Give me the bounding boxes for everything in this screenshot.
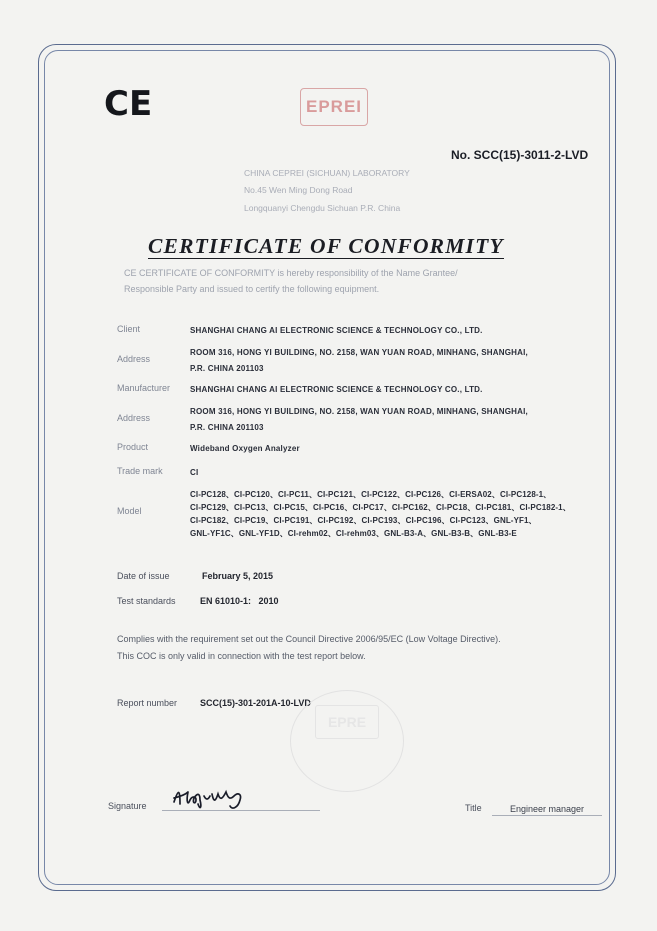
product-label: Product [117, 442, 149, 452]
manufacturer-address-line-2: P.R. CHINA 201103 [190, 423, 264, 432]
test-standards-label: Test standards [117, 596, 176, 606]
model-label: Model [117, 506, 142, 516]
title-label: Title [465, 803, 482, 813]
address-value-line-1: ROOM 316, HONG YI BUILDING, NO. 2158, WAN YUAN ROAD, MINHANG, SHANGHAI, [190, 348, 528, 357]
address-label: Address [117, 354, 151, 364]
manufacturer-label: Manufacturer [117, 383, 171, 393]
signature-label: Signature [108, 801, 147, 811]
model-line-2: CI-PC129、CI-PC13、CI-PC15、CI-PC16、CI-PC17、CI-PC162、CI-PC18、CI-PC181、CI-PC182-1、 [190, 503, 571, 512]
official-stamp [290, 690, 404, 792]
manufacturer-address-line-1: ROOM 316, HONG YI BUILDING, NO. 2158, WAN YUAN ROAD, MINHANG, SHANGHAI, [190, 407, 528, 416]
model-line-1: CI-PC128、CI-PC120、CI-PC11、CI-PC121、CI-PC122、CI-PC126、CI-ERSA02、CI-PC128-1、 [190, 490, 552, 499]
stamp-logo-text: EPRE [327, 714, 367, 730]
complies-line-1: Complies with the requirement set out the Council Directive 2006/95/EC (Low Voltage Directive). [117, 634, 501, 644]
stamp-logo-box [315, 705, 379, 739]
title-value: Engineer manager [510, 804, 585, 814]
lab-name: CHINA CEPREI (SICHUAN) LABORATORY [244, 168, 410, 178]
title-line [492, 815, 602, 816]
trademark-value: CI [190, 468, 199, 477]
product-value: Wideband Oxygen Analyzer [190, 444, 300, 453]
ce-mark-logo: CE [104, 84, 153, 124]
address-value-line-2: P.R. CHINA 201103 [190, 364, 264, 373]
test-standards-value: EN 61010-1: 2010 [200, 596, 279, 606]
certificate-number: No. SCC(15)-3011-2-LVD [451, 148, 589, 162]
client-value: SHANGHAI CHANG AI ELECTRONIC SCIENCE & TECHNOLOGY CO., LTD. [190, 326, 483, 335]
handwritten-signature [170, 782, 250, 812]
issue-date-label: Date of issue [117, 571, 170, 581]
model-line-3: CI-PC182、CI-PC19、CI-PC191、CI-PC192、CI-PC193、CI-PC196、CI-PC123、GNL-YF1、 [190, 516, 537, 525]
lab-address-line-2: Longquanyi Chengdu Sichuan P.R. China [244, 203, 401, 213]
report-number-label: Report number [117, 698, 178, 708]
model-line-4: GNL-YF1C、GNL-YF1D、CI-rehm02、CI-rehm03、GNL-B3-A、GNL-B3-B、GNL-B3-E [190, 529, 517, 538]
complies-line-2: This COC is only valid in connection with the test report below. [117, 651, 366, 661]
report-number-value: SCC(15)-301-201A-10-LVD [200, 698, 311, 708]
lab-address-line-1: No.45 Wen Ming Dong Road [244, 185, 353, 195]
issue-date-value: February 5, 2015 [202, 571, 274, 581]
ceprei-logo [300, 88, 368, 126]
manufacturer-address-label: Address [117, 413, 151, 423]
manufacturer-value: SHANGHAI CHANG AI ELECTRONIC SCIENCE & TECHNOLOGY CO., LTD. [190, 385, 483, 394]
client-label: Client [117, 324, 141, 334]
document-title: CERTIFICATE OF CONFORMITY [148, 234, 504, 258]
intro-line-1: CE CERTIFICATE OF CONFORMITY is hereby responsibility of the Name Grantee/ [124, 268, 458, 278]
trademark-label: Trade mark [117, 466, 163, 476]
intro-line-2: Responsible Party and issued to certify the following equipment. [124, 284, 380, 294]
ceprei-logo-text: EPREI [305, 97, 363, 116]
